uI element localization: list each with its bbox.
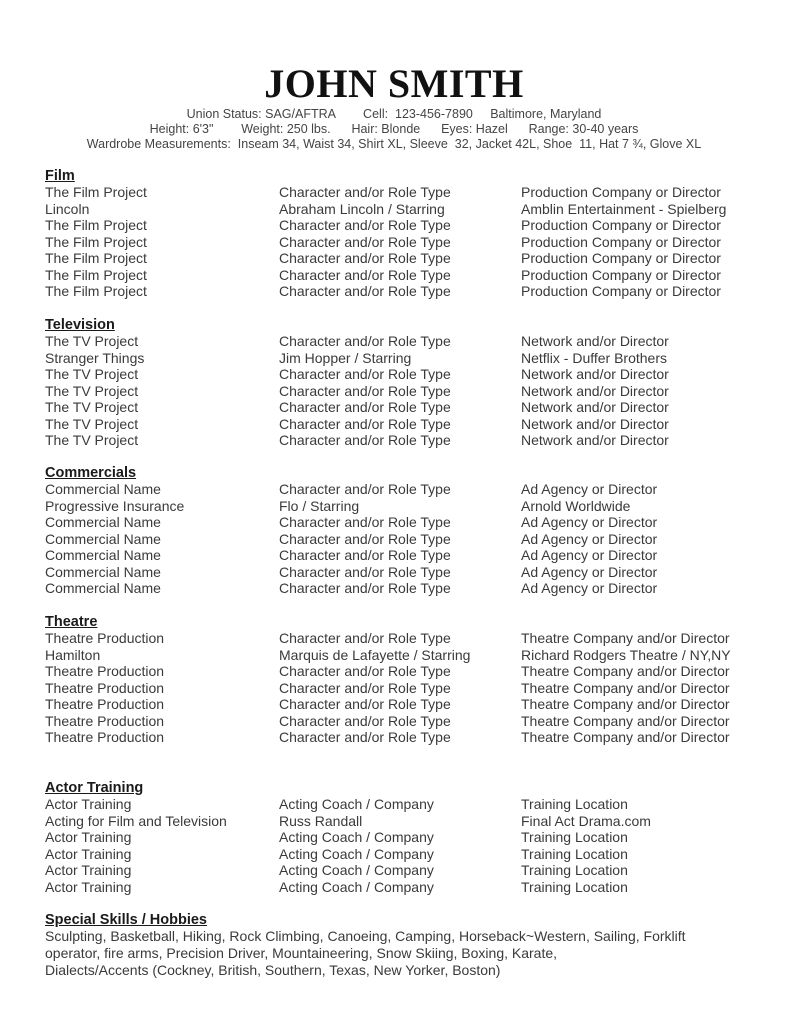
section-title: Actor Training [45,780,144,796]
credit-company: Training Location [521,845,628,862]
skills-line: Sculpting, Basketball, Hiking, Rock Climbing, Canoeing, Camping, Horseback~Western, Sailing, Forklift [45,928,686,944]
credit-company: Network and/or Director [521,333,669,349]
section-actor-training [45,780,765,895]
credit-company: Theatre Company and/or Director [521,696,730,712]
credit-role: Russ Randall [279,812,363,829]
credit-project: Progressive Insurance [45,497,185,514]
credit-role: Acting Coach / Company [279,829,434,845]
credit-project: The Film Project [45,233,147,250]
credit-row [45,333,765,350]
credit-row [45,680,765,697]
skills-line: operator, fire arms, Precision Driver, Mountaineering, Snow Skiing, Boxing, Karate, [45,945,558,961]
physical-stats-line: Height: 6'3" Weight: 250 lbs. Hair: Blonde Eyes: Hazel Range: 30-40 years [149,122,639,136]
credit-company: Network and/or Director [521,366,669,382]
credit-row [45,713,765,730]
credit-role: Character and/or Role Type [279,382,451,399]
credit-row [45,796,765,813]
credit-project: Acting for Film and Television [45,812,227,829]
credit-row [45,696,765,713]
credit-company: Final Act Drama.com [521,812,651,829]
credit-company: Theatre Company and/or Director [521,729,730,745]
credit-project: The TV Project [45,382,139,399]
credit-project: Theatre Production [45,663,165,679]
credit-company: Amblin Entertainment - Spielberg [521,200,727,217]
credit-role: Character and/or Role Type [279,233,451,250]
credit-role: Character and/or Role Type [279,580,451,596]
credit-role: Character and/or Role Type [279,547,451,563]
credit-company: Network and/or Director [521,415,669,432]
credit-company: Network and/or Director [521,432,669,448]
credit-project: Actor Training [45,796,132,812]
credit-project: The Film Project [45,283,147,299]
credit-role: Character and/or Role Type [279,366,451,382]
credit-row [45,416,765,433]
credit-row [45,580,765,597]
credit-row [45,201,765,218]
credit-role: Character and/or Role Type [279,729,451,745]
credit-row [45,498,765,515]
credit-role: Character and/or Role Type [279,563,451,580]
section-commercials [45,465,765,597]
credit-role: Character and/or Role Type [279,266,451,283]
credit-row [45,663,765,680]
credit-project: Theatre Production [45,679,165,696]
credit-company: Netflix - Duffer Brothers [521,349,668,366]
credit-company: Ad Agency or Director [521,530,658,547]
credit-role: Character and/or Role Type [279,333,451,349]
credit-project: Theatre Production [45,696,165,712]
credit-row [45,829,765,846]
credit-company: Ad Agency or Director [521,547,658,563]
credit-row [45,350,765,367]
section-title: Film [45,168,75,184]
credit-role: Character and/or Role Type [279,283,451,299]
wardrobe-line: Wardrobe Measurements: Inseam 34, Waist 34, Shirt XL, Sleeve 32, Jacket 42L, Shoe 11, Hat 7 ¾, Glove XL [86,137,702,151]
credit-project: Stranger Things [45,349,145,366]
credit-project: The Film Project [45,250,147,266]
credit-project: Theatre Production [45,712,165,729]
credit-project: Commercial Name [45,547,161,563]
credit-company: Production Company or Director [521,266,721,283]
section-theatre [45,614,765,746]
section-title: Special Skills / Hobbies [45,912,207,928]
credit-row [45,846,765,863]
credit-company: Training Location [521,796,628,812]
credit-company: Network and/or Director [521,382,669,399]
credit-role: Character and/or Role Type [279,399,451,415]
credit-project: The TV Project [45,366,139,382]
credit-role: Character and/or Role Type [279,184,451,200]
credit-company: Training Location [521,878,628,895]
credit-company: Theatre Company and/or Director [521,663,730,679]
credit-company: Training Location [521,862,628,878]
credit-company: Production Company or Director [521,283,721,299]
credit-role: Jim Hopper / Starring [279,349,412,366]
credit-role: Character and/or Role Type [279,530,451,547]
credit-company: Network and/or Director [521,399,669,415]
credit-company: Arnold Worldwide [521,497,631,514]
credit-role: Character and/or Role Type [279,415,451,432]
credit-role: Character and/or Role Type [279,250,451,266]
credit-project: Commercial Name [45,580,161,596]
credit-project: Lincoln [45,200,90,217]
credit-project: Actor Training [45,829,132,845]
credit-project: Actor Training [45,878,132,895]
credit-company: Ad Agency or Director [521,514,658,530]
credit-project: The TV Project [45,415,139,432]
credit-row [45,283,765,300]
credit-project: Commercial Name [45,530,161,547]
credit-row [45,184,765,201]
credit-project: Commercial Name [45,514,161,530]
credit-company: Richard Rodgers Theatre / NY,NY [521,646,731,663]
credit-row [45,879,765,896]
credit-company: Ad Agency or Director [521,580,658,596]
credit-project: Theatre Production [45,630,165,646]
credit-row [45,366,765,383]
credit-role: Character and/or Role Type [279,663,451,679]
section-film [45,168,765,300]
credit-company: Theatre Company and/or Director [521,712,730,729]
credit-role: Abraham Lincoln / Starring [279,200,445,217]
credit-role: Character and/or Role Type [279,481,451,497]
credit-row [45,630,765,647]
credit-row [45,399,765,416]
credit-role: Acting Coach / Company [279,862,434,878]
section-title: Television [45,317,115,333]
section-special-skills [45,912,765,979]
credit-company: Production Company or Director [521,233,721,250]
skills-text [45,928,745,979]
credit-company: Production Company or Director [521,217,721,233]
credit-project: Hamilton [45,646,101,663]
credit-row [45,647,765,664]
skills-line: Dialects/Accents (Cockney, British, Southern, Texas, New Yorker, Boston) [45,962,501,978]
credit-role: Acting Coach / Company [279,845,434,862]
credit-row [45,514,765,531]
credit-row [45,432,765,449]
credit-company: Production Company or Director [521,184,721,200]
credit-role: Flo / Starring [279,497,360,514]
credit-row [45,531,765,548]
credit-project: The TV Project [45,399,139,415]
credit-row [45,250,765,267]
credit-company: Theatre Company and/or Director [521,679,730,696]
section-title: Theatre [45,614,98,630]
credit-project: The Film Project [45,184,147,200]
credit-row [45,217,765,234]
credit-project: Actor Training [45,862,132,878]
credit-role: Character and/or Role Type [279,217,451,233]
credit-project: The Film Project [45,217,147,233]
credit-row [45,481,765,498]
credit-row [45,234,765,251]
credit-project: Commercial Name [45,481,161,497]
credit-role: Character and/or Role Type [279,712,451,729]
credit-role: Character and/or Role Type [279,696,451,712]
credit-project: The Film Project [45,266,147,283]
credit-role: Character and/or Role Type [279,432,451,448]
credit-role: Character and/or Role Type [279,514,451,530]
credit-role: Character and/or Role Type [279,679,451,696]
credit-role: Acting Coach / Company [279,878,434,895]
contact-info-line: Union Status: SAG/AFTRA Cell: 123-456-7890 Baltimore, Maryland [186,107,602,121]
credit-row [45,564,765,581]
credit-role: Character and/or Role Type [279,630,451,646]
credit-role: Acting Coach / Company [279,796,434,812]
credit-project: The TV Project [45,333,139,349]
credit-row [45,729,765,746]
credit-company: Ad Agency or Director [521,481,658,497]
credit-project: Actor Training [45,845,132,862]
credit-company: Training Location [521,829,628,845]
actor-name: JOHN SMITH [264,61,524,106]
credit-company: Production Company or Director [521,250,721,266]
credit-company: Ad Agency or Director [521,563,658,580]
credit-row [45,862,765,879]
credit-project: Theatre Production [45,729,165,745]
credit-role: Marquis de Lafayette / Starring [279,646,471,663]
credit-company: Theatre Company and/or Director [521,630,730,646]
section-television [45,317,765,449]
credit-row [45,813,765,830]
credit-row [45,547,765,564]
section-title: Commercials [45,465,137,481]
credit-project: Commercial Name [45,563,161,580]
credit-row [45,267,765,284]
credit-project: The TV Project [45,432,139,448]
credit-row [45,383,765,400]
